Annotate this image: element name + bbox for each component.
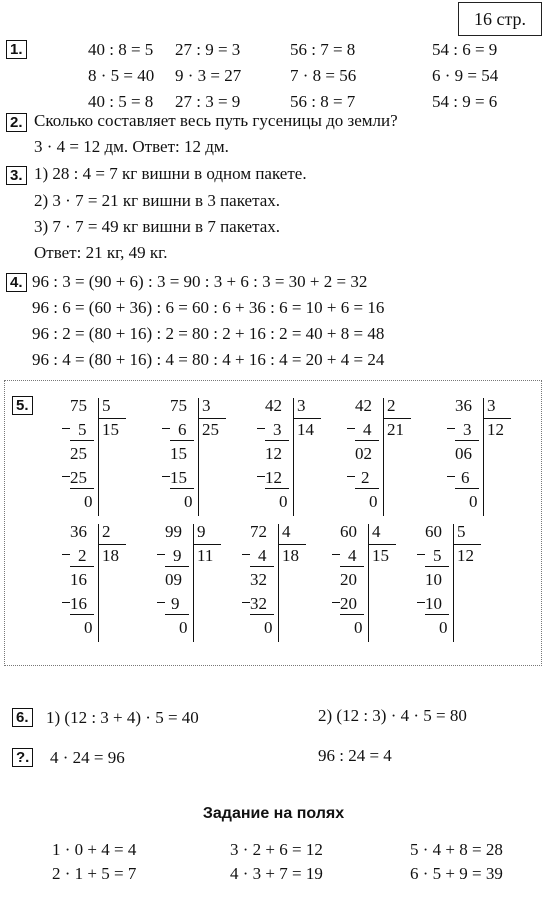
task-3-answer: Ответ: 21 кг, 49 кг. [34,243,168,262]
quotient: 11 [197,546,214,565]
division-bracket-horizontal [453,544,481,545]
task-6-expression-2: 2) (12 : 3) · 4 · 5 = 80 [318,706,467,725]
division-step: 06 [455,444,472,463]
division-step: 12 [265,444,282,463]
division-bracket-vertical [193,524,194,642]
minus-sign [162,476,170,477]
subtraction-line [165,614,189,615]
minus-sign [242,602,250,603]
division-step: 25 [70,468,87,487]
minus-sign [332,554,340,555]
dividend: 99 [165,522,182,541]
task-3-line-3: 3) 7 · 7 = 49 кг вишни в 7 пакетах. [34,217,281,236]
divisor: 2 [102,522,111,541]
division-step: 0 [184,492,193,511]
division-step: 0 [84,492,93,511]
subtraction-line [70,488,94,489]
subtraction-line [170,488,194,489]
division-step: 2 [78,546,87,565]
task-3-line-2: 2) 3 · 7 = 21 кг вишни в 3 пакетах. [34,191,281,210]
division-step: 3 [273,420,282,439]
task-5-number: 5. [12,396,33,415]
dividend: 42 [355,396,372,415]
margin-equation: 2 · 1 + 5 = 7 [52,864,137,883]
division-step: 0 [354,618,363,637]
subtraction-line [70,614,94,615]
division-bracket-horizontal [198,418,226,419]
task-1-equation: 54 : 9 = 6 [432,92,498,111]
divisor: 3 [487,396,496,415]
division-bracket-vertical [293,398,294,516]
division-bracket-vertical [278,524,279,642]
quotient: 18 [282,546,299,565]
task-1-equation: 9 · 3 = 27 [175,66,242,85]
margin-equation: 3 · 2 + 6 = 12 [230,840,323,859]
divisor: 4 [282,522,291,541]
quotient: 12 [487,420,504,439]
subtraction-line [455,488,479,489]
quotient: 14 [297,420,314,439]
dividend: 72 [250,522,267,541]
division-step: 3 [463,420,472,439]
division-bracket-horizontal [278,544,306,545]
margin-equation: 1 · 0 + 4 = 4 [52,840,137,859]
division-step: 02 [355,444,372,463]
division-step: 0 [369,492,378,511]
minus-sign [447,428,455,429]
division-bracket-horizontal [98,544,126,545]
division-bracket-vertical [98,398,99,516]
division-step: 9 [171,594,180,613]
division-step: 5 [78,420,87,439]
division-step: 2 [361,468,370,487]
task-4-line-1: 96 : 3 = (90 + 6) : 3 = 90 : 3 + 6 : 3 = 30 + 2 = 32 [32,272,368,291]
division-step: 16 [70,570,87,589]
task-1-equation: 40 : 8 = 5 [88,40,154,59]
subtraction-line [340,614,364,615]
minus-sign [347,476,355,477]
page-number-label: 16 стр. [458,2,542,36]
task-2-number: 2. [6,113,27,132]
margin-equation: 6 · 5 + 9 = 39 [410,864,503,883]
margin-equation: 5 · 4 + 8 = 28 [410,840,503,859]
dividend: 36 [455,396,472,415]
minus-sign [62,476,70,477]
quotient: 12 [457,546,474,565]
divisor: 3 [297,396,306,415]
task-4-line-4: 96 : 4 = (80 + 16) : 4 = 80 : 4 + 16 : 4 = 20 + 4 = 24 [32,350,385,369]
margin-tasks-title: Задание на полях [202,805,345,822]
division-step: 32 [250,570,267,589]
divisor: 4 [372,522,381,541]
subtraction-line [70,566,94,567]
dividend: 75 [170,396,187,415]
division-step: 20 [340,594,357,613]
division-step: 0 [84,618,93,637]
minus-sign [162,428,170,429]
minus-sign [257,428,265,429]
minus-sign [157,602,165,603]
minus-sign [62,554,70,555]
division-step: 25 [70,444,87,463]
division-step: 4 [363,420,372,439]
quotient: 25 [202,420,219,439]
divisor: 3 [202,396,211,415]
division-bracket-horizontal [483,418,511,419]
division-step: 09 [165,570,182,589]
dividend: 36 [70,522,87,541]
task-6-expression-1: 1) (12 : 3 + 4) · 5 = 40 [46,708,199,727]
minus-sign [417,554,425,555]
division-step: 9 [173,546,182,565]
subtraction-line [165,566,189,567]
minus-sign [242,554,250,555]
subtraction-line [355,488,379,489]
task-1-equation: 56 : 8 = 7 [290,92,356,111]
margin-equation: 4 · 3 + 7 = 19 [230,864,323,883]
task-1-equation: 6 · 9 = 54 [432,66,499,85]
division-bracket-horizontal [193,544,221,545]
task-7-expression-1: 4 · 24 = 96 [50,748,125,767]
task-3-number: 3. [6,166,27,185]
divisor: 5 [102,396,111,415]
task-1-equation: 54 : 6 = 9 [432,40,498,59]
division-step: 0 [279,492,288,511]
division-bracket-horizontal [383,418,411,419]
task-1-equation: 56 : 7 = 8 [290,40,356,59]
task-1-equation: 7 · 8 = 56 [290,66,357,85]
divisor: 9 [197,522,206,541]
division-bracket-vertical [383,398,384,516]
division-bracket-vertical [453,524,454,642]
division-step: 0 [264,618,273,637]
divisor: 5 [457,522,466,541]
subtraction-line [455,440,479,441]
task-4-line-3: 96 : 2 = (80 + 16) : 2 = 80 : 2 + 16 : 2 = 40 + 8 = 48 [32,324,385,343]
subtraction-line [250,614,274,615]
division-step: 12 [265,468,282,487]
subtraction-line [425,614,449,615]
division-step: 10 [425,570,442,589]
dividend: 42 [265,396,282,415]
task-7-number: ?. [12,748,33,767]
minus-sign [157,554,165,555]
division-step: 0 [439,618,448,637]
division-step: 0 [179,618,188,637]
minus-sign [447,476,455,477]
task-7-expression-2: 96 : 24 = 4 [318,746,392,765]
division-bracket-horizontal [98,418,126,419]
task-3-line-1: 1) 28 : 4 = 7 кг вишни в одном пакете. [34,164,307,183]
division-step: 15 [170,468,187,487]
division-bracket-vertical [98,524,99,642]
minus-sign [347,428,355,429]
divisor: 2 [387,396,396,415]
task-6-number: 6. [12,708,33,727]
task-2-question: Сколько составляет весь путь гусеницы до земли? [34,111,398,130]
task-1-number: 1. [6,40,27,59]
minus-sign [417,602,425,603]
quotient: 21 [387,420,404,439]
division-step: 15 [170,444,187,463]
quotient: 15 [372,546,389,565]
task-1-equation: 27 : 9 = 3 [175,40,241,59]
division-step: 20 [340,570,357,589]
subtraction-line [265,440,289,441]
division-step: 6 [461,468,470,487]
division-step: 6 [178,420,187,439]
task-4-number: 4. [6,273,27,292]
division-bracket-vertical [483,398,484,516]
division-step: 32 [250,594,267,613]
division-bracket-vertical [198,398,199,516]
dividend: 60 [425,522,442,541]
minus-sign [62,428,70,429]
subtraction-line [265,488,289,489]
subtraction-line [170,440,194,441]
dividend: 60 [340,522,357,541]
subtraction-line [355,440,379,441]
division-step: 5 [433,546,442,565]
division-step: 4 [258,546,267,565]
division-bracket-horizontal [293,418,321,419]
quotient: 18 [102,546,119,565]
dividend: 75 [70,396,87,415]
task-4-line-2: 96 : 6 = (60 + 36) : 6 = 60 : 6 + 36 : 6 = 10 + 6 = 16 [32,298,385,317]
minus-sign [62,602,70,603]
division-bracket-vertical [368,524,369,642]
task-2-answer: 3 · 4 = 12 дм. Ответ: 12 дм. [34,137,229,156]
subtraction-line [70,440,94,441]
subtraction-line [340,566,364,567]
subtraction-line [250,566,274,567]
division-step: 16 [70,594,87,613]
task-1-equation: 27 : 3 = 9 [175,92,241,111]
division-bracket-horizontal [368,544,396,545]
task-1-equation: 8 · 5 = 40 [88,66,155,85]
task-1-equation: 40 : 5 = 8 [88,92,154,111]
minus-sign [332,602,340,603]
division-step: 4 [348,546,357,565]
quotient: 15 [102,420,119,439]
subtraction-line [425,566,449,567]
division-step: 0 [469,492,478,511]
division-step: 10 [425,594,442,613]
minus-sign [257,476,265,477]
